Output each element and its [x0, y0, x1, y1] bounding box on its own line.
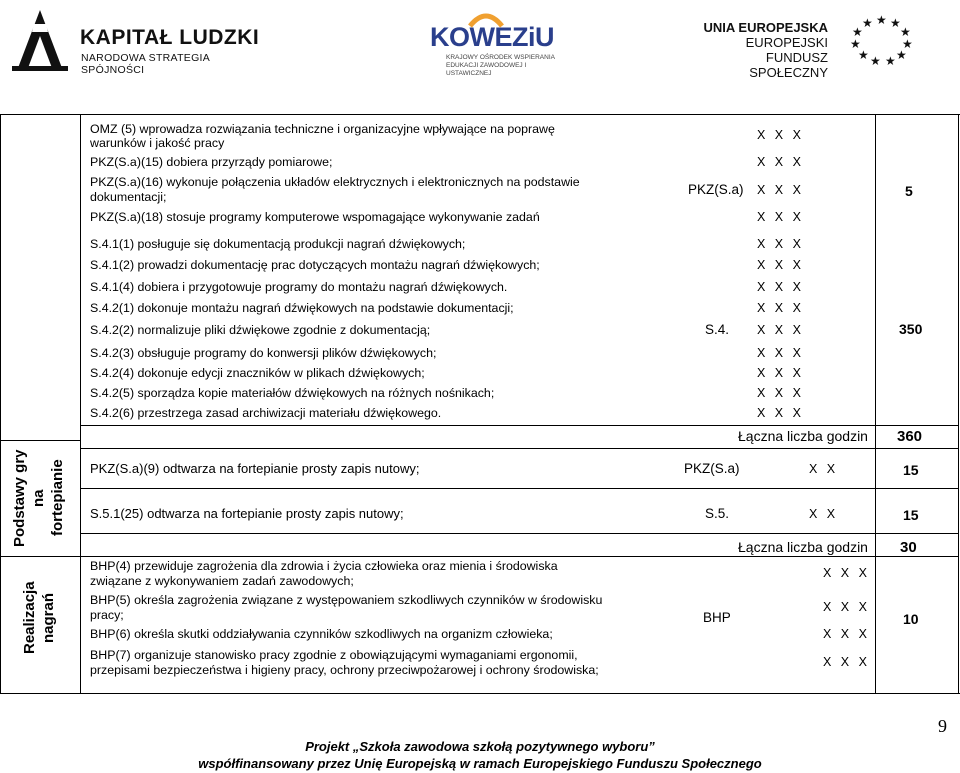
s2-row4-marks: X X X [757, 301, 804, 315]
s2-row7-text: S.4.2(4) dokonuje edycji znaczników w plikach dźwiękowych; [90, 366, 425, 380]
left-label-realizacja [18, 118, 64, 438]
eu-flag-icon [840, 12, 920, 66]
s4-row1-text: BHP(4) przewiduje zagrożenia dla zdrowia i życia człowieka oraz mienia i środowiska [90, 559, 558, 573]
s1-row3-marks: X X X [757, 183, 804, 197]
s2-hours: 350 [899, 321, 923, 337]
svg-text:★: ★ [862, 16, 873, 30]
s2-row5-text: S.4.2(2) normalizuje pliki dźwiękowe zgodnie z dokumentacją; [90, 323, 431, 337]
svg-text:★: ★ [858, 48, 869, 62]
s2-row1-text: S.4.1(1) posługuje się dokumentacją produkcji nagrań dźwiękowych; [90, 237, 466, 251]
total2-label: Łączna liczba godzin [738, 539, 868, 555]
eu-line2: EUROPEJSKI [745, 35, 828, 50]
s4-code: BHP [703, 610, 731, 625]
s1-row1-text2: warunków i jakość pracy [90, 136, 225, 150]
eu-logo [700, 13, 950, 80]
s4-row4-text2: przepisami bezpieczeństwa i higieny pracy, ochrony przeciwpożarowej i ochrony środowiska; [90, 663, 599, 677]
svg-text:★: ★ [876, 13, 887, 27]
s1-code: PKZ(S.a) [688, 182, 744, 197]
label-realizacja-nagran [20, 568, 62, 668]
s3-row2-hours: 15 [903, 507, 919, 523]
s2-row2-marks: X X X [757, 258, 804, 272]
s3-row1-code: PKZ(S.a) [684, 461, 740, 476]
s2-row6-marks: X X X [757, 346, 804, 360]
s2-row1-marks: X X X [757, 237, 804, 251]
kapital-ludzki-emblem-icon [8, 6, 72, 72]
svg-text:★: ★ [902, 37, 913, 51]
label-podstawy-gry [10, 442, 72, 554]
s2-row5-marks: X X X [757, 323, 804, 337]
footer-line2: współfinansowany przez Unię Europejską w ramach Europejskiego Funduszu Społecznego [198, 756, 762, 771]
kowezu-logo [428, 10, 558, 77]
s2-row3-marks: X X X [757, 280, 804, 294]
svg-text:★: ★ [896, 48, 907, 62]
svg-text:★: ★ [885, 54, 896, 66]
s4-hours: 10 [903, 611, 919, 627]
kapital-ludzki-logo [8, 6, 268, 76]
s1-row1-text: OMZ (5) wprowadza rozwiązania techniczne i organizacyjne wpływające na poprawę [90, 122, 555, 136]
svg-text:★: ★ [850, 37, 861, 51]
s2-row6-text: S.4.2(3) obsługuje programy do konwersji plików dźwiękowych; [90, 346, 437, 360]
s1-row3-text: PKZ(S.a)(16) wykonuje połączenia układów elektrycznych i elektronicznych na podstawie [90, 175, 580, 189]
label-podstawy-line1: Podstawy gry [11, 449, 28, 547]
s3-row2-code: S.5. [705, 506, 730, 521]
s1-row3-text2: dokumentacji; [90, 190, 167, 204]
kowezu-title: KOWEZiU [430, 22, 554, 52]
kapital-ludzki-title: KAPITAŁ LUDZKI [80, 26, 260, 49]
s3-row1-hours: 15 [903, 462, 919, 478]
s2-row8-marks: X X X [757, 386, 804, 400]
label-podstawy-line3: fortepianie [49, 459, 66, 537]
s4-row4-text: BHP(7) organizuje stanowisko pracy zgodnie z obowiązującymi wymaganiami ergonomii, [90, 648, 578, 662]
s4-row2-text: BHP(5) określa zagrożenia związane z występowaniem szkodliwych czynników w środowisku [90, 593, 603, 607]
s2-row9-text: S.4.2(6) przestrzega zasad archiwizacji materiału dźwiękowego. [90, 406, 442, 420]
s2-row4-text: S.4.2(1) dokonuje montażu nagrań dźwiękowych na podstawie dokumentacji; [90, 301, 514, 315]
s4-row3-marks: X X X [823, 627, 870, 641]
s4-row3-text: BHP(6) określa skutki oddziaływania czynników szkodliwych na organizm człowieka; [90, 627, 553, 641]
s3-row1-text: PKZ(S.a)(9) odtwarza na fortepianie prosty zapis nutowy; [90, 461, 420, 476]
total2-value: 30 [900, 539, 917, 556]
s3-row2-marks: X X [809, 507, 839, 521]
svg-text:★: ★ [852, 25, 863, 39]
s1-row4-text: PKZ(S.a)(18) stosuje programy komputerowe wspomagające wykonywanie zadań [90, 210, 540, 224]
s4-row2-text2: pracy; [90, 608, 124, 622]
s1-row2-text: PKZ(S.a)(15) dobiera przyrządy pomiarowe; [90, 155, 333, 169]
s4-row2-marks: X X X [823, 600, 870, 614]
label-realizacja-line2: nagrań [40, 593, 57, 644]
s1-hours: 5 [905, 183, 913, 199]
eu-line1: UNIA EUROPEJSKA [703, 20, 828, 35]
s2-row3-text: S.4.1(4) dobiera i przygotowuje programy do montażu nagrań dźwiękowych. [90, 280, 508, 294]
s4-row1-marks: X X X [823, 566, 870, 580]
page-number: 9 [938, 716, 947, 736]
s1-row4-marks: X X X [757, 210, 804, 224]
s4-row1-text2: związane z wykonywaniem zadań zawodowych; [90, 574, 354, 588]
total1-label: Łączna liczba godzin [738, 428, 868, 444]
s4-row4-marks: X X X [823, 655, 870, 669]
s2-row7-marks: X X X [757, 366, 804, 380]
s2-row2-text: S.4.1(2) prowadzi dokumentację prac dotyczących montażu nagrań dźwiękowych; [90, 258, 540, 272]
kapital-ludzki-subtitle: NARODOWA STRATEGIA SPÓJNOŚCI [81, 52, 210, 76]
footer-line1: Projekt „Szkoła zawodowa szkołą pozytywnego wyboru” [305, 739, 655, 754]
s2-row9-marks: X X X [757, 406, 804, 420]
s1-row1-marks: X X X [757, 128, 804, 142]
svg-text:★: ★ [890, 16, 901, 30]
svg-text:★: ★ [900, 25, 911, 39]
svg-text:★: ★ [870, 54, 881, 66]
s2-row8-text: S.4.2(5) sporządza kopie materiałów dźwiękowych na różnych nośnikach; [90, 386, 495, 400]
kowezu-subtitle-2: EDUKACJI ZAWODOWEJ I USTAWICZNEJ [446, 62, 527, 77]
eu-line3: FUNDUSZ SPOŁECZNY [749, 50, 828, 80]
label-podstawy-line2: na [30, 489, 47, 507]
label-realizacja-line1: Realizacja [21, 581, 38, 655]
s1-row2-marks: X X X [757, 155, 804, 169]
kowezu-subtitle-1: KRAJOWY OŚRODEK WSPIERANIA [446, 54, 555, 61]
s3-row2-text: S.5.1(25) odtwarza na fortepianie prosty zapis nutowy; [90, 506, 404, 521]
total1-value: 360 [897, 428, 923, 445]
s3-row1-marks: X X [809, 462, 839, 476]
s2-code: S.4. [705, 322, 730, 337]
